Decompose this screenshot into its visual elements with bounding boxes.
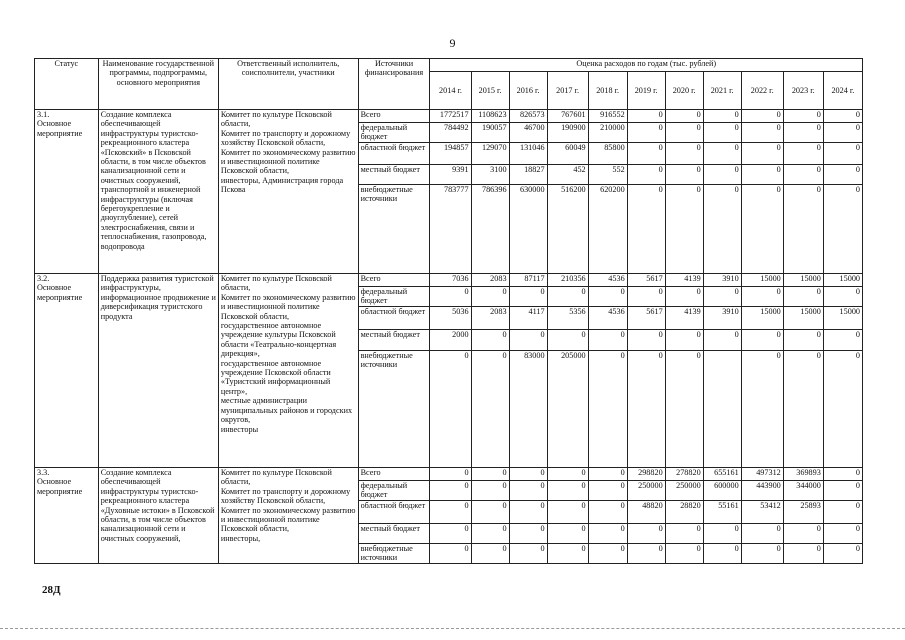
amount-cell: 0 (627, 165, 665, 185)
amount-cell: 600000 (703, 481, 741, 501)
funding-source: местный бюджет (358, 165, 430, 185)
executor-item: Комитет по транспорту и дорожному хозяйству Псковской области, (220, 128, 351, 148)
amount-cell: 0 (665, 351, 703, 468)
amount-cell: 15000 (823, 274, 862, 287)
amount-cell: 0 (823, 110, 862, 123)
funding-source: федеральный бюджет (358, 123, 430, 143)
amount-cell: 0 (509, 544, 547, 564)
header-year: 2020 г. (665, 72, 703, 110)
amount-cell: 0 (783, 544, 823, 564)
amount-cell: 0 (430, 468, 471, 481)
amount-cell: 0 (471, 481, 509, 501)
header-status: Статус (35, 59, 99, 110)
executor-item: инвесторы, (220, 533, 261, 543)
amount-cell: 210356 (547, 274, 588, 287)
amount-cell: 0 (471, 468, 509, 481)
amount-cell: 15000 (783, 274, 823, 287)
amount-cell: 0 (823, 330, 862, 351)
header-executor: Ответственный исполнитель, соисполнители, участники (218, 59, 358, 110)
header-year: 2024 г. (823, 72, 862, 110)
amount-cell: 0 (741, 123, 783, 143)
amount-cell: 0 (547, 524, 588, 544)
header-year: 2019 г. (627, 72, 665, 110)
amount-cell: 0 (627, 287, 665, 307)
amount-cell: 0 (430, 351, 471, 468)
funding-source: местный бюджет (358, 524, 430, 544)
amount-cell: 55161 (703, 501, 741, 524)
amount-cell: 60049 (547, 143, 588, 165)
amount-cell: 4536 (588, 274, 627, 287)
amount-cell: 0 (665, 544, 703, 564)
executor-item: Комитет по экономическому развитию и инвестиционной политике Псковской области, (220, 505, 356, 534)
amount-cell: 0 (627, 110, 665, 123)
amount-cell: 767601 (547, 110, 588, 123)
amount-cell: 3910 (703, 274, 741, 287)
executors-cell (218, 274, 358, 468)
status-text: Основное мероприятие (37, 283, 83, 302)
status-text: Основное мероприятие (37, 119, 83, 138)
amount-cell: 0 (509, 524, 547, 544)
amount-cell: 7036 (430, 274, 471, 287)
scan-edge-line (0, 628, 905, 629)
amount-cell: 0 (703, 123, 741, 143)
amount-cell: 2083 (471, 307, 509, 330)
amount-cell: 0 (783, 110, 823, 123)
amount-cell: 15000 (823, 307, 862, 330)
amount-cell: 0 (823, 544, 862, 564)
amount-cell: 0 (665, 524, 703, 544)
table-row (35, 110, 863, 123)
header-year: 2015 г. (471, 72, 509, 110)
amount-cell: 131046 (509, 143, 547, 165)
amount-cell: 655161 (703, 468, 741, 481)
executor-item: Комитет по культуре Псковской области, (220, 110, 332, 129)
amount-cell (703, 351, 741, 468)
status-cell (35, 468, 99, 564)
amount-cell: 0 (703, 185, 741, 274)
amount-cell: 0 (741, 330, 783, 351)
amount-cell: 0 (430, 524, 471, 544)
amount-cell: 194857 (430, 143, 471, 165)
amount-cell: 0 (741, 165, 783, 185)
measure-name: Поддержка развития туристской инфраструктуры, информационное продвижение и диверсификация туристского продукта (98, 274, 218, 468)
amount-cell: 83000 (509, 351, 547, 468)
amount-cell: 0 (823, 143, 862, 165)
amount-cell: 4139 (665, 307, 703, 330)
amount-cell: 4117 (509, 307, 547, 330)
amount-cell: 0 (430, 481, 471, 501)
amount-cell: 0 (588, 330, 627, 351)
amount-cell: 210000 (588, 123, 627, 143)
amount-cell: 1108623 (471, 110, 509, 123)
amount-cell: 53412 (741, 501, 783, 524)
amount-cell: 28820 (665, 501, 703, 524)
funding-source: Всего (358, 468, 430, 481)
amount-cell: 344000 (783, 481, 823, 501)
amount-cell: 15000 (741, 274, 783, 287)
amount-cell: 620200 (588, 185, 627, 274)
amount-cell: 0 (627, 143, 665, 165)
status-cell (35, 110, 99, 274)
amount-cell: 784492 (430, 123, 471, 143)
header-year: 2022 г. (741, 72, 783, 110)
amount-cell: 369893 (783, 468, 823, 481)
amount-cell: 0 (430, 544, 471, 564)
amount-cell: 0 (783, 287, 823, 307)
funding-source: внебюджетные источники (358, 544, 430, 564)
amount-cell: 18827 (509, 165, 547, 185)
amount-cell: 0 (588, 468, 627, 481)
amount-cell: 0 (471, 330, 509, 351)
amount-cell: 0 (703, 544, 741, 564)
amount-cell: 0 (665, 143, 703, 165)
amount-cell: 0 (588, 544, 627, 564)
amount-cell: 0 (703, 524, 741, 544)
amount-cell: 5617 (627, 307, 665, 330)
executor-item: государственное автономное учреждение Псковской области «Туристский информационный центр», (220, 358, 331, 396)
amount-cell: 5617 (627, 274, 665, 287)
amount-cell: 0 (627, 544, 665, 564)
funding-source: федеральный бюджет (358, 287, 430, 307)
amount-cell: 0 (509, 287, 547, 307)
amount-cell: 4536 (588, 307, 627, 330)
header-estimate: Оценка расходов по годам (тыс. рублей) (430, 59, 863, 72)
amount-cell: 0 (627, 524, 665, 544)
amount-cell: 0 (471, 544, 509, 564)
executor-item: Комитет по культуре Псковской области, (220, 274, 332, 293)
executor-item: Комитет по культуре Псковской области, (220, 468, 332, 487)
funding-source: федеральный бюджет (358, 481, 430, 501)
amount-cell: 0 (783, 143, 823, 165)
expenditure-table (34, 58, 863, 564)
amount-cell: 0 (823, 185, 862, 274)
status-cell (35, 274, 99, 468)
executor-item: Комитет по транспорту и дорожному хозяйству Псковской области, (220, 486, 351, 506)
amount-cell: 0 (703, 143, 741, 165)
amount-cell: 5036 (430, 307, 471, 330)
amount-cell: 452 (547, 165, 588, 185)
funding-source: внебюджетные источники (358, 351, 430, 468)
amount-cell: 0 (703, 287, 741, 307)
amount-cell: 0 (665, 123, 703, 143)
amount-cell: 916552 (588, 110, 627, 123)
amount-cell: 0 (741, 544, 783, 564)
amount-cell: 3100 (471, 165, 509, 185)
amount-cell: 0 (783, 330, 823, 351)
amount-cell: 0 (430, 501, 471, 524)
funding-source: областной бюджет (358, 307, 430, 330)
amount-cell: 0 (588, 524, 627, 544)
amount-cell: 3910 (703, 307, 741, 330)
amount-cell: 0 (471, 501, 509, 524)
amount-cell: 0 (547, 501, 588, 524)
amount-cell: 48820 (627, 501, 665, 524)
amount-cell: 250000 (627, 481, 665, 501)
amount-cell: 0 (823, 501, 862, 524)
footer-code: 28Д (42, 584, 61, 596)
executor-item: Комитет по экономическому развитию и инвестиционной политике Псковской области, (220, 292, 356, 321)
amount-cell: 497312 (741, 468, 783, 481)
amount-cell: 786396 (471, 185, 509, 274)
amount-cell: 0 (547, 330, 588, 351)
amount-cell: 0 (703, 330, 741, 351)
executors-cell (218, 468, 358, 564)
executors-cell (218, 110, 358, 274)
executor-item: государственное автономное учреждение культуры Псковской области «Театрально-концертная дирекция», (220, 321, 337, 359)
amount-cell: 0 (823, 524, 862, 544)
funding-source: областной бюджет (358, 143, 430, 165)
status-code: 3.2. (37, 274, 50, 283)
amount-cell: 0 (741, 287, 783, 307)
amount-cell: 0 (509, 501, 547, 524)
executor-item: Комитет по экономическому развитию и инвестиционной политике Псковской области, (220, 147, 356, 176)
amount-cell: 0 (783, 123, 823, 143)
status-code: 3.3. (37, 468, 50, 477)
amount-cell: 85800 (588, 143, 627, 165)
funding-source: внебюджетные источники (358, 185, 430, 274)
amount-cell: 0 (509, 330, 547, 351)
amount-cell: 826573 (509, 110, 547, 123)
header-year: 2014 г. (430, 72, 471, 110)
executor-item: инвесторы, Администрация города Пскова (220, 175, 344, 195)
amount-cell: 443900 (741, 481, 783, 501)
amount-cell: 0 (823, 468, 862, 481)
amount-cell: 0 (665, 185, 703, 274)
amount-cell: 1772517 (430, 110, 471, 123)
header-year: 2017 г. (547, 72, 588, 110)
measure-name: Создание комплекса обеспечивающей инфраструктуры туристско-рекреационного кластера «Псковский» в Псковской области, в том числе объектов канализационной сети и очистных сооружений, транспортной и инженерной инфраструктуры (включая берегоукрепление и дноуглубление), сетей электроснабжения, связи и теплоснабжения, газопровода, водопровода (98, 110, 218, 274)
amount-cell: 0 (547, 544, 588, 564)
amount-cell: 0 (588, 287, 627, 307)
amount-cell: 0 (823, 165, 862, 185)
amount-cell: 0 (741, 351, 783, 468)
amount-cell: 0 (703, 165, 741, 185)
amount-cell: 250000 (665, 481, 703, 501)
amount-cell: 0 (627, 351, 665, 468)
executor-item: инвесторы (220, 424, 259, 434)
amount-cell: 0 (665, 330, 703, 351)
amount-cell: 630000 (509, 185, 547, 274)
amount-cell: 0 (547, 287, 588, 307)
header-sources: Источники финансирования (358, 59, 430, 110)
amount-cell: 0 (509, 481, 547, 501)
amount-cell: 0 (823, 481, 862, 501)
funding-source: Всего (358, 110, 430, 123)
amount-cell: 0 (430, 287, 471, 307)
amount-cell: 190057 (471, 123, 509, 143)
amount-cell: 25893 (783, 501, 823, 524)
measure-name: Создание комплекса обеспечивающей инфраструктуры туристско-рекреационного кластера «Духовные истоки» в Псковской области, в том числе объектов канализационной сети и очистных сооружений, (98, 468, 218, 564)
amount-cell: 0 (509, 468, 547, 481)
executor-item: местные администрации муниципальных районов и городских округов, (220, 396, 353, 425)
funding-source: местный бюджет (358, 330, 430, 351)
amount-cell: 9391 (430, 165, 471, 185)
page-number: 9 (449, 36, 456, 50)
amount-cell: 0 (741, 185, 783, 274)
amount-cell: 0 (547, 468, 588, 481)
amount-cell: 0 (823, 287, 862, 307)
amount-cell: 129070 (471, 143, 509, 165)
amount-cell: 0 (547, 481, 588, 501)
header-year: 2016 г. (509, 72, 547, 110)
amount-cell: 5356 (547, 307, 588, 330)
amount-cell: 516200 (547, 185, 588, 274)
amount-cell: 0 (665, 110, 703, 123)
header-year: 2018 г. (588, 72, 627, 110)
amount-cell: 783777 (430, 185, 471, 274)
amount-cell: 46700 (509, 123, 547, 143)
amount-cell: 0 (703, 110, 741, 123)
funding-source: Всего (358, 274, 430, 287)
amount-cell: 0 (471, 351, 509, 468)
amount-cell: 0 (783, 524, 823, 544)
amount-cell: 15000 (783, 307, 823, 330)
funding-source: областной бюджет (358, 501, 430, 524)
amount-cell: 0 (471, 524, 509, 544)
amount-cell: 2083 (471, 274, 509, 287)
header-name: Наименование государственной программы, подпрограммы, основного мероприятия (98, 59, 218, 110)
amount-cell: 2000 (430, 330, 471, 351)
table-row (35, 468, 863, 481)
amount-cell: 0 (665, 165, 703, 185)
amount-cell: 0 (588, 351, 627, 468)
status-code: 3.1. (37, 110, 50, 119)
table-row (35, 274, 863, 287)
amount-cell: 0 (823, 123, 862, 143)
amount-cell: 0 (741, 143, 783, 165)
amount-cell: 0 (783, 165, 823, 185)
amount-cell: 190900 (547, 123, 588, 143)
amount-cell: 298820 (627, 468, 665, 481)
amount-cell: 15000 (741, 307, 783, 330)
amount-cell: 87117 (509, 274, 547, 287)
amount-cell: 4139 (665, 274, 703, 287)
amount-cell: 0 (783, 185, 823, 274)
status-text: Основное мероприятие (37, 477, 83, 496)
amount-cell: 552 (588, 165, 627, 185)
amount-cell: 0 (627, 330, 665, 351)
amount-cell: 0 (588, 501, 627, 524)
amount-cell: 0 (665, 287, 703, 307)
amount-cell: 0 (741, 110, 783, 123)
amount-cell: 0 (783, 351, 823, 468)
amount-cell: 205000 (547, 351, 588, 468)
amount-cell: 0 (627, 123, 665, 143)
amount-cell: 0 (741, 524, 783, 544)
header-year: 2023 г. (783, 72, 823, 110)
header-year: 2021 г. (703, 72, 741, 110)
amount-cell: 0 (627, 185, 665, 274)
amount-cell: 0 (588, 481, 627, 501)
amount-cell: 278820 (665, 468, 703, 481)
amount-cell: 0 (471, 287, 509, 307)
amount-cell: 0 (823, 351, 862, 468)
